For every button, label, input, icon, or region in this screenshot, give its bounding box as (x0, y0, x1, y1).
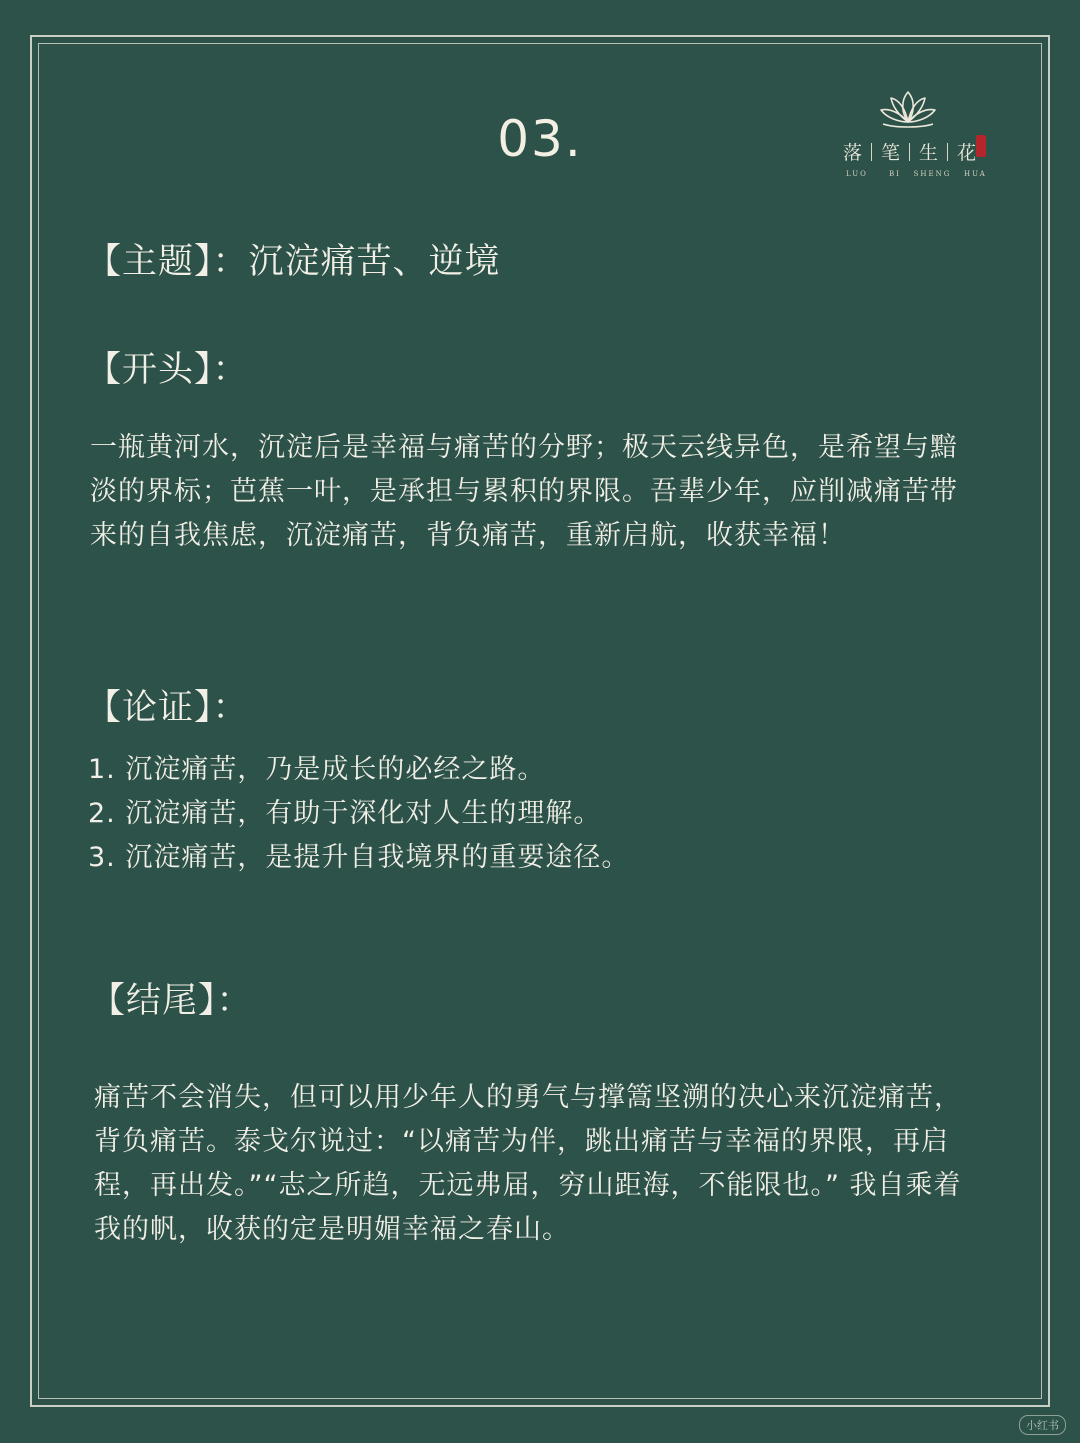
red-seal (976, 135, 986, 157)
list-item: 1. 沉淀痛苦，乃是成长的必经之路。 (88, 754, 546, 785)
brand-logo (838, 88, 988, 188)
logo-separator (947, 143, 948, 161)
logo-char: 花 (957, 142, 977, 164)
section-number: 03. (497, 110, 583, 168)
logo-char: 生 (919, 142, 939, 164)
list-item: 2. 沉淀痛苦，有助于深化对人生的理解。 (88, 798, 602, 829)
logo-separator (871, 143, 872, 161)
logo-separator (909, 143, 910, 161)
ending-heading: 【结尾】： (90, 981, 253, 1021)
logo-char: 笔 (881, 142, 901, 164)
argument-list (88, 748, 629, 880)
lotus-icon (875, 88, 941, 130)
opening-paragraph: 一瓶黄河水，沉淀后是幸福与痛苦的分野；极天云线异色，是希望与黯淡的界标；芭蕉一叶，是承担与累积的界限。吾辈少年，应削减痛苦带来的自我焦虑，沉淀痛苦，背负痛苦，重新启航，收获幸福！ (90, 432, 958, 551)
ending-paragraph: 痛苦不会消失，但可以用少年人的勇气与撑篙坚溯的决心来沉淀痛苦，背负痛苦。泰戈尔说过：“以痛苦为伴，跳出痛苦与幸福的界限，再启程，再出发。”“志之所趋，无远弗届，穷山距海，不能限也。” 我自乘着我的帆，收获的定是明媚幸福之春山。 (94, 1082, 962, 1245)
logo-char: 落 (843, 142, 863, 164)
topic-heading: 【主题】：沉淀痛苦、逆境 (86, 242, 501, 282)
opening-heading: 【开头】： (86, 350, 249, 390)
logo-text (843, 138, 983, 165)
argument-heading: 【论证】： (86, 688, 249, 728)
watermark: 小红书 (1019, 1415, 1066, 1435)
list-item: 3. 沉淀痛苦，是提升自我境界的重要途径。 (88, 842, 630, 873)
logo-pinyin: LUO BI SHENG HUA (846, 170, 987, 178)
